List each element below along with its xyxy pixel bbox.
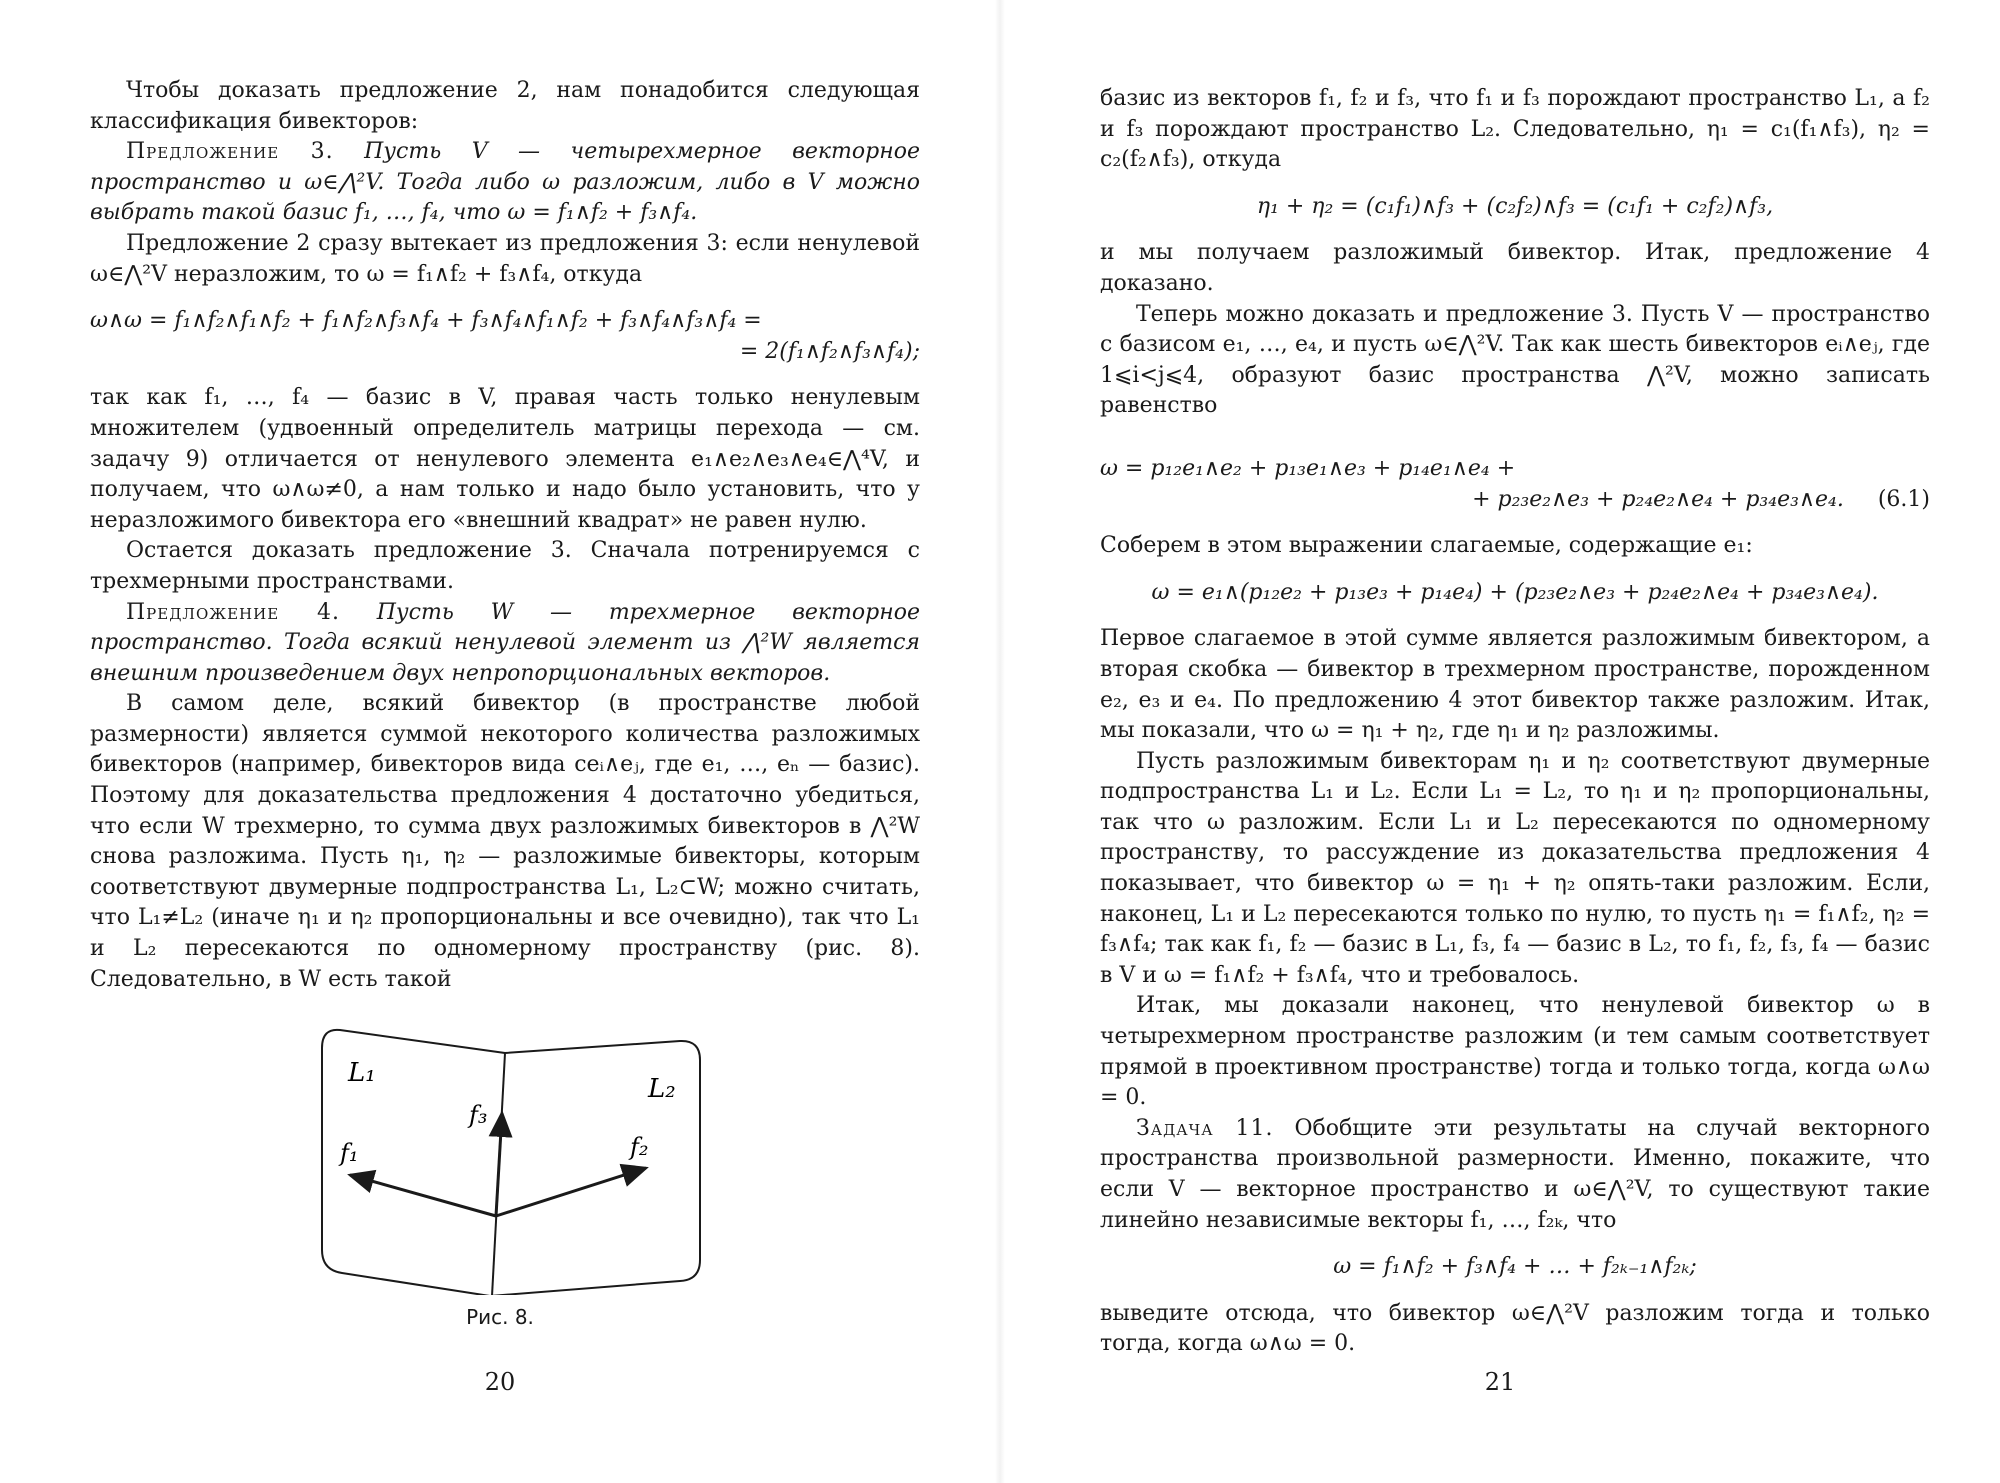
label-f1: f₁ xyxy=(340,1139,359,1167)
equation-6-1-line-2 xyxy=(1100,485,1930,516)
vector-f2 xyxy=(496,1168,646,1216)
vector-f3 xyxy=(496,1113,502,1216)
page-number-right: 21 xyxy=(1484,1368,1516,1396)
conclusion-paragraph: Итак, мы доказали наконец, что ненулевой бивектор ω в четырехмерном пространстве разложим (и тем самым соответствует прямой в проективном пространстве) тогда и только тогда, когда ω∧ω = 0. xyxy=(1100,993,1930,1111)
equation-6-1-line-1: ω = p₁₂e₁∧e₂ + p₁₃e₁∧e₃ + p₁₄e₁∧e₄ + xyxy=(1100,455,1516,481)
right-page xyxy=(1000,0,2000,1483)
subspaces-paragraph: Пусть разложимым бивекторам η₁ и η₂ соответствуют двумерные подпространства L₁ и L₂. Если L₁ = L₂, то η₁ и η₂ пропорциональны, так что ω разложим. Если L₁ и L₂ пересекаются по одномерному пространству, то рассуждение из доказательства предложения 4 показывает, что бивектор ω = η₁ + η₂ опять-таки разложим. Если, наконец, L₁ и L₂ пересекаются только по нулю, то пусть η₁ = f₁∧f₂, η₂ = f₃∧f₄; так как f₁, f₂ — базис в L₁, f₃, f₄ — базис в L₂, то f₁, f₂, f₃, f₄ — базис в V и ω = f₁∧f₂ + f₃∧f₄, что и требовалось. xyxy=(1100,748,1930,988)
page-number-left: 20 xyxy=(484,1368,516,1396)
prove-proposition-3-paragraph: Теперь можно доказать и предложение 3. Пусть V — пространство с базисом e₁, …, e₄, и пусть ω∈⋀²V. Так как шесть бивекторов eᵢ∧eⱼ, где 1⩽i<j⩽4, образуют базис пространства ⋀²V, можно записать равенство xyxy=(1100,301,1930,419)
equation-eta-sum: η₁ + η₂ = (c₁f₁)∧f₃ + (c₂f₂)∧f₃ = (c₁f₁ + c₂f₂)∧f₃, xyxy=(1256,193,1774,219)
proposition-3 xyxy=(90,137,920,229)
first-summand-paragraph: Первое слагаемое в этой сумме является разложимым бивектором, а вторая скобка — бивектор в трехмерном пространстве, порожденном e₂, e₃ и e₄. По предложению 4 этот бивектор также разложим. Итак, мы показали, что ω = η₁ + η₂, где η₁ и η₂ разложимы. xyxy=(1100,626,1930,744)
proposition-3-heading: Предложение 3. xyxy=(126,139,334,165)
derive-paragraph: выведите отсюда, что бивектор ω∈⋀²V разложим тогда и только тогда, когда ω∧ω = 0. xyxy=(1100,1300,1930,1357)
equation-omega-wedge-omega-line-2: = 2(f₁∧f₂∧f₃∧f₄); xyxy=(739,338,920,364)
figure-caption: Рис. 8. xyxy=(466,1305,534,1329)
proposition-4-heading: Предложение 4. xyxy=(126,599,340,625)
left-text-column xyxy=(90,76,920,995)
intro-paragraph: Чтобы доказать предложение 2, нам понадобится следующая классификация бивекторов: xyxy=(90,78,920,134)
equation-general-form: ω = f₁∧f₂ + f₃∧f₄ + … + f₂ₖ₋₁∧f₂ₖ; xyxy=(1333,1254,1697,1280)
equation-6-1-line-2-body: + p₂₃e₂∧e₃ + p₂₄e₂∧e₄ + p₃₄e₃∧e₄. xyxy=(1472,486,1844,512)
basis-paragraph: базис из векторов f₁, f₂ и f₃, что f₁ и f₃ порождают пространство L₁, а f₂ и f₃ порождают пространство L₂. Следовательно, η₁ = c₁(f₁∧f₃), η₂ = c₂(f₂∧f₃), откуда xyxy=(1100,86,1930,173)
proposition-4-statement: Пусть W — трехмерное векторное пространство. Тогда всякий ненулевой элемент из ⋀²W является внешним произведением двух непропорциональных векторов. xyxy=(90,599,920,686)
equation-omega-grouped: ω = e₁∧(p₁₂e₂ + p₁₃e₃ + p₁₄e₄) + (p₂₃e₂∧e₃ + p₂₄e₂∧e₄ + p₃₄e₃∧e₄). xyxy=(1151,579,1879,605)
proposition-2-follows-paragraph: Предложение 2 сразу вытекает из предложения 3: если ненулевой ω∈⋀²V неразложим, то ω = f₁∧f₂ + f₃∧f₄, откуда xyxy=(90,230,920,287)
task-11-body: Обобщите эти результаты на случай векторного пространства произвольной размерности. Именно, покажите, что если V — векторное пространство и ω∈⋀²V, то существуют такие линейно независимые векторы f₁, …, f₂ₖ, что xyxy=(1100,1115,1930,1233)
label-l2: L₂ xyxy=(648,1074,676,1104)
label-l1: L₁ xyxy=(348,1058,376,1088)
collect-terms-paragraph: Соберем в этом выражении слагаемые, содержащие e₁: xyxy=(1100,533,1753,559)
basis-argument-paragraph: так как f₁, …, f₄ — базис в V, правая часть только ненулевым множителем (удвоенный определитель матрицы перехода — см. задачу 9) отличается от ненулевого элемента e₁∧e₂∧e₃∧e₄∈⋀⁴V, и получаем, что ω∧ω≠0, а нам только и надо было установить, что у неразложимого бивектора его «внешний квадрат» не равен нулю. xyxy=(90,385,920,533)
remains-paragraph: Остается доказать предложение 3. Сначала потренируемся с трехмерными пространствами. xyxy=(90,538,920,594)
label-f2: f₂ xyxy=(630,1133,649,1161)
figure-8 xyxy=(300,1015,720,1295)
decomposable-result-paragraph: и мы получаем разложимый бивектор. Итак, предложение 4 доказано. xyxy=(1100,240,1930,296)
proposition-3-statement: Пусть V — четырехмерное векторное пространство и ω∈⋀²V. Тогда либо ω разложим, либо в V можно выбрать такой базис f₁, …, f₄, что ω = f₁∧f₂ + f₃∧f₄. xyxy=(90,139,921,226)
task-11-heading: Задача 11. xyxy=(1136,1115,1274,1141)
figure-8-diagram xyxy=(300,1015,720,1295)
label-f3: f₃ xyxy=(469,1101,488,1129)
equation-omega-wedge-omega-line-1: ω∧ω = f₁∧f₂∧f₁∧f₂ + f₁∧f₂∧f₃∧f₄ + f₃∧f₄∧f₁∧f₂ + f₃∧f₄∧f₃∧f₄ = xyxy=(90,308,762,334)
vector-f1 xyxy=(350,1175,496,1216)
task-11 xyxy=(1100,1114,1930,1236)
proposition-4 xyxy=(90,598,920,690)
equation-number-6-1: (6.1) xyxy=(1877,486,1930,512)
right-text-column xyxy=(1100,84,1930,1360)
indeed-paragraph: В самом деле, всякий бивектор (в пространстве любой размерности) является суммой некоторого количества разложимых бивекторов (например, бивекторов вида ceᵢ∧eⱼ, где e₁, …, eₙ — базис). Поэтому для доказательства предложения 4 достаточно убедиться, что если W трехмерно, то сумма двух разложимых бивекторов в ⋀²W снова разложима. Пусть η₁, η₂ — разложимые бивекторы, которым соответствуют двумерные подпространства L₁, L₂⊂W; можно считать, что L₁≠L₂ (иначе η₁ и η₂ пропорциональны и все очевидно), так что L₁ и L₂ пересекаются по одномерному пространству (рис. 8). Следовательно, в W есть такой xyxy=(90,691,920,992)
